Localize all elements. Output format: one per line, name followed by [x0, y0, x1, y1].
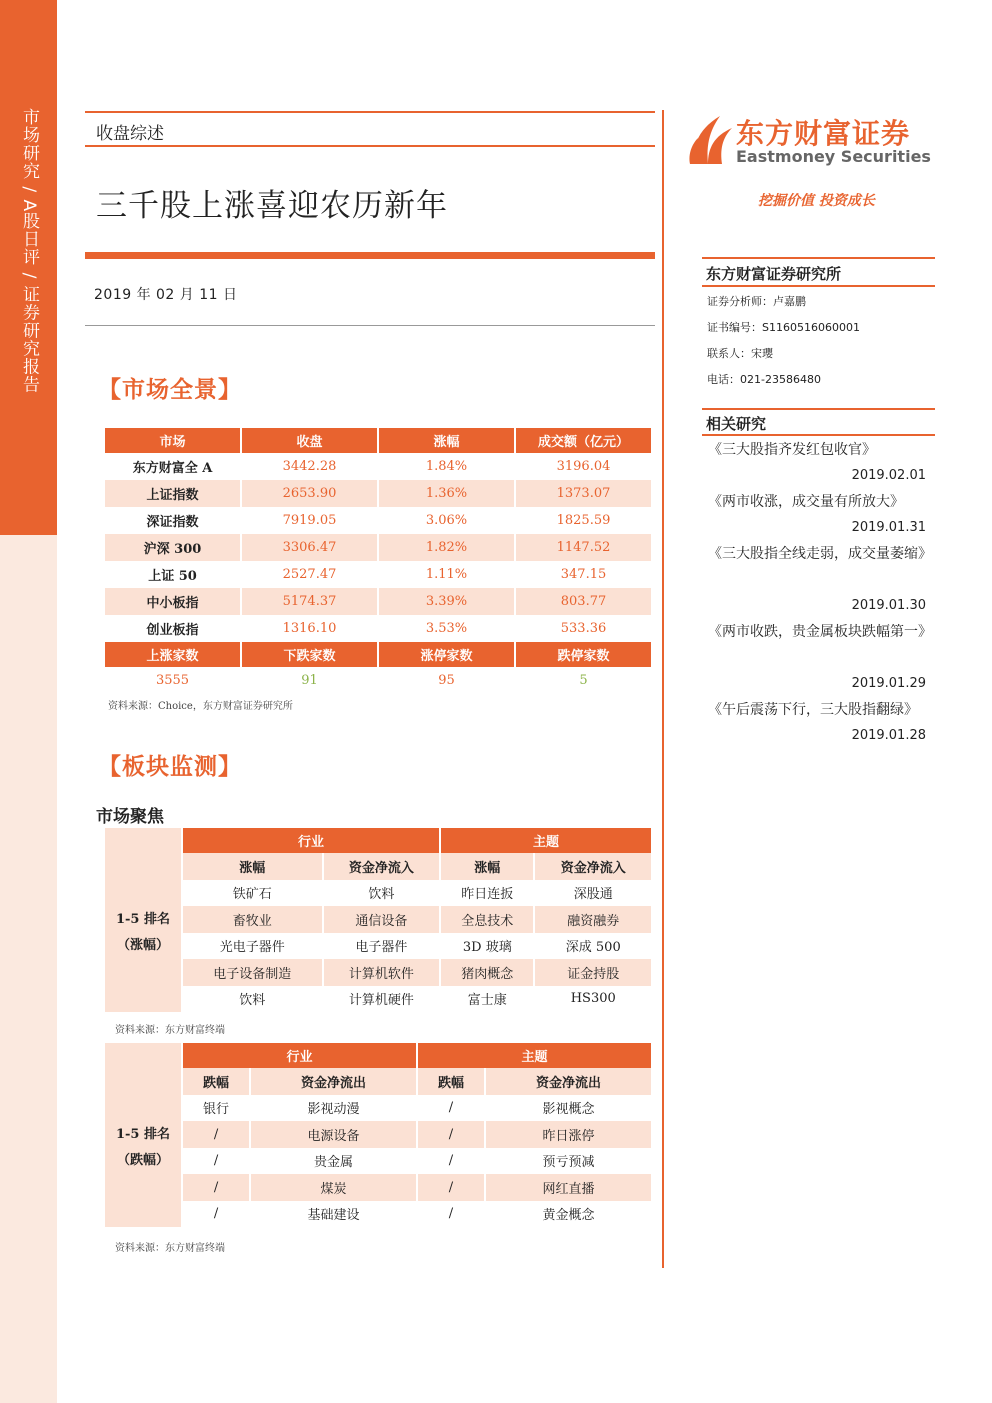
table-row	[105, 1148, 651, 1175]
column-header-row	[105, 853, 651, 880]
corner-cell	[105, 828, 181, 853]
table-cell: 网红直播	[486, 1174, 651, 1201]
doc-type: 收盘综述	[96, 124, 164, 144]
sidebar-lower	[0, 535, 57, 1403]
col-header: 跌停家数	[516, 642, 651, 667]
table-row	[105, 1201, 651, 1228]
market-name: 沪深 300	[105, 534, 240, 561]
market-header-row	[105, 428, 651, 453]
group-header-row	[105, 1043, 651, 1068]
brand-slogan: 挖掘价值 投资成长	[758, 193, 875, 209]
group-header: 主题	[418, 1043, 651, 1068]
phone: 电话：021-23586480	[707, 373, 821, 386]
table-cell: 计算机软件	[324, 959, 440, 986]
table-cell: 电子器件	[355, 940, 408, 956]
table-cell: /	[183, 1121, 249, 1148]
page-title: 三千股上涨喜迎农历新年	[96, 188, 448, 224]
institute-top-rule	[702, 257, 935, 259]
market-name: 深证指数	[146, 515, 199, 530]
related-link[interactable]: 《三大股指全线走弱，成交量萎缩》	[708, 546, 932, 562]
col-header: 资金净流入	[324, 853, 440, 880]
table-cell: 黄金概念	[542, 1208, 595, 1224]
table-row	[105, 1174, 651, 1201]
turnover-value: 347.15	[560, 567, 607, 582]
col-header: 上涨家数	[105, 642, 240, 667]
table-cell: /	[418, 1174, 484, 1201]
table-cell: 银行	[203, 1102, 230, 1118]
table-cell: /	[448, 1100, 454, 1116]
col-header: 涨幅	[379, 428, 514, 453]
table-cell: 贵金属	[313, 1155, 353, 1171]
table-cell: /	[448, 1153, 454, 1169]
col-header: 资金净流出	[486, 1068, 651, 1095]
close-value: 2527.47	[282, 567, 337, 582]
close-value: 3442.28	[282, 459, 337, 474]
brand-name-cn: 东方财富证券	[736, 117, 911, 150]
limit-up-count: 95	[438, 673, 455, 688]
institute-title: 东方财富证券研究所	[706, 265, 842, 283]
table-cell: 深股通	[573, 887, 613, 903]
change-value: 1.84%	[425, 459, 468, 474]
col-header: 跌幅	[418, 1068, 484, 1095]
col-header: 涨幅	[183, 853, 322, 880]
turnover-value: 3196.04	[556, 459, 611, 474]
table-row	[105, 906, 651, 933]
related-link[interactable]: 《三大股指齐发红包收官》	[708, 442, 876, 458]
flame-logo-icon	[688, 114, 734, 166]
related-date: 2019.01.29	[851, 676, 926, 691]
col-header: 涨停家数	[379, 642, 514, 667]
license-number: 证书编号：S1160516060001	[707, 321, 860, 334]
table-cell: 证金持股	[535, 959, 651, 986]
brand-logo	[688, 112, 933, 172]
col-header: 资金净流出	[251, 1068, 416, 1095]
decliners-count: 91	[301, 673, 318, 688]
related-bottom-rule	[702, 434, 935, 436]
table-cell: 饮料	[368, 887, 395, 903]
count-header-row	[105, 642, 651, 667]
header-top-rule	[85, 111, 655, 113]
analyst: 证券分析师：卢嘉鹏	[707, 295, 806, 308]
table-cell: 影视动漫	[307, 1102, 360, 1118]
table-cell: 铁矿石	[232, 887, 272, 903]
date-rule	[85, 325, 655, 326]
table-cell: 猪肉概念	[441, 959, 533, 986]
related-link[interactable]: 《两市收涨，成交量有所放大》	[708, 494, 904, 510]
table-cell: 电源设备	[251, 1121, 416, 1148]
header-mid-rule	[85, 145, 655, 147]
turnover-value: 1825.59	[556, 513, 611, 528]
table-cell: 基础建设	[307, 1208, 360, 1224]
change-value: 1.11%	[425, 567, 468, 582]
col-header: 资金净流入	[535, 853, 651, 880]
losers-table	[103, 1043, 653, 1227]
table-cell: /	[183, 1174, 249, 1201]
institute-bottom-rule	[702, 285, 935, 287]
table-cell: 全息技术	[441, 906, 533, 933]
sector-heading: 【板块监测】	[98, 753, 242, 780]
table-row	[105, 480, 651, 507]
close-value: 1316.10	[282, 621, 337, 636]
group-header: 行业	[183, 1043, 416, 1068]
market-source: 资料来源：Choice，东方财富证券研究所	[108, 701, 293, 712]
table-cell: HS300	[570, 991, 616, 1007]
related-link[interactable]: 《两市收跌，贵金属板块跌幅第一》	[708, 624, 932, 640]
table-cell: 融资融券	[535, 906, 651, 933]
title-rule	[85, 252, 655, 259]
table-row	[105, 1121, 651, 1148]
rank-label: 1-5 排名（跌幅）	[105, 1068, 181, 1227]
market-name: 上证 50	[148, 569, 197, 584]
table-cell: 富士康	[467, 993, 507, 1009]
table-cell: 煤炭	[251, 1174, 416, 1201]
rank-label: 1-5 排名（涨幅）	[105, 853, 181, 1012]
market-table	[103, 428, 653, 694]
table-row	[105, 986, 651, 1013]
related-date: 2019.01.28	[851, 728, 926, 743]
group-header: 行业	[183, 828, 439, 853]
table-cell: 计算机硬件	[348, 993, 414, 1009]
related-top-rule	[702, 408, 935, 410]
change-value: 1.82%	[379, 534, 514, 561]
change-value: 3.06%	[425, 513, 468, 528]
table-row	[105, 534, 651, 561]
limit-down-count: 5	[579, 673, 588, 688]
related-title: 相关研究	[706, 415, 767, 433]
table-cell: 深成 500	[565, 940, 621, 956]
sidebar-category: 市场研究 / A股日评 / 证券研究报告	[19, 108, 39, 394]
table-cell: 饮料	[239, 993, 266, 1009]
losers-source: 资料来源：东方财富终端	[115, 1243, 225, 1254]
gainers-table	[103, 828, 653, 1012]
group-header-row	[105, 828, 651, 853]
related-date: 2019.01.31	[851, 520, 926, 535]
turnover-value: 533.36	[560, 621, 607, 636]
table-row	[105, 588, 651, 615]
market-name: 东方财富全 A	[132, 461, 213, 476]
table-row	[105, 507, 651, 534]
advancers-count: 3555	[155, 673, 190, 688]
table-row	[105, 615, 651, 642]
sector-subheading: 市场聚焦	[96, 807, 164, 827]
related-date: 2019.01.30	[851, 598, 926, 613]
close-value: 2653.90	[242, 480, 377, 507]
brand-name-en: Eastmoney Securities	[736, 147, 931, 166]
table-row	[105, 561, 651, 588]
table-cell: 3D 玻璃	[462, 940, 512, 956]
col-header: 市场	[105, 428, 240, 453]
col-header: 成交额（亿元）	[516, 428, 651, 453]
gainers-source: 资料来源：东方财富终端	[115, 1025, 225, 1036]
close-value: 7919.05	[282, 513, 337, 528]
col-header: 下跌家数	[242, 642, 377, 667]
count-row	[105, 667, 651, 694]
table-cell: /	[213, 1206, 219, 1222]
turnover-value: 803.77	[516, 588, 651, 615]
group-header: 主题	[441, 828, 651, 853]
market-name: 中小板指	[105, 588, 240, 615]
sidebar-strip	[0, 0, 57, 535]
col-header: 跌幅	[183, 1068, 249, 1095]
table-cell: 昨日涨停	[486, 1121, 651, 1148]
table-cell: 电子设备制造	[183, 959, 322, 986]
table-row	[105, 933, 651, 960]
close-value: 5174.37	[242, 588, 377, 615]
table-cell: 光电子器件	[219, 940, 285, 956]
change-value: 3.53%	[425, 621, 468, 636]
column-divider	[662, 110, 664, 1268]
corner-cell	[105, 1043, 181, 1068]
contact: 联系人：宋瓔	[707, 347, 773, 360]
table-cell: 畜牧业	[183, 906, 322, 933]
market-heading: 【市场全景】	[98, 376, 242, 403]
table-cell: /	[213, 1153, 219, 1169]
close-value: 3306.47	[242, 534, 377, 561]
table-cell: /	[448, 1206, 454, 1222]
table-cell: 昨日连扳	[461, 887, 514, 903]
table-cell: 影视概念	[542, 1102, 595, 1118]
related-link[interactable]: 《午后震荡下行，三大股指翻绿》	[708, 702, 918, 718]
change-value: 3.39%	[379, 588, 514, 615]
col-header: 收盘	[242, 428, 377, 453]
market-name: 上证指数	[105, 480, 240, 507]
turnover-value: 1147.52	[516, 534, 651, 561]
table-row	[105, 880, 651, 907]
turnover-value: 1373.07	[516, 480, 651, 507]
table-cell: 预亏预减	[542, 1155, 595, 1171]
report-date: 2019 年 02 月 11 日	[94, 287, 238, 303]
table-row	[105, 959, 651, 986]
table-row	[105, 1095, 651, 1122]
table-row	[105, 453, 651, 480]
change-value: 1.36%	[379, 480, 514, 507]
col-header: 涨幅	[441, 853, 533, 880]
column-header-row	[105, 1068, 651, 1095]
table-cell: /	[418, 1121, 484, 1148]
table-cell: 通信设备	[324, 906, 440, 933]
related-date: 2019.02.01	[851, 468, 926, 483]
market-name: 创业板指	[146, 623, 199, 638]
